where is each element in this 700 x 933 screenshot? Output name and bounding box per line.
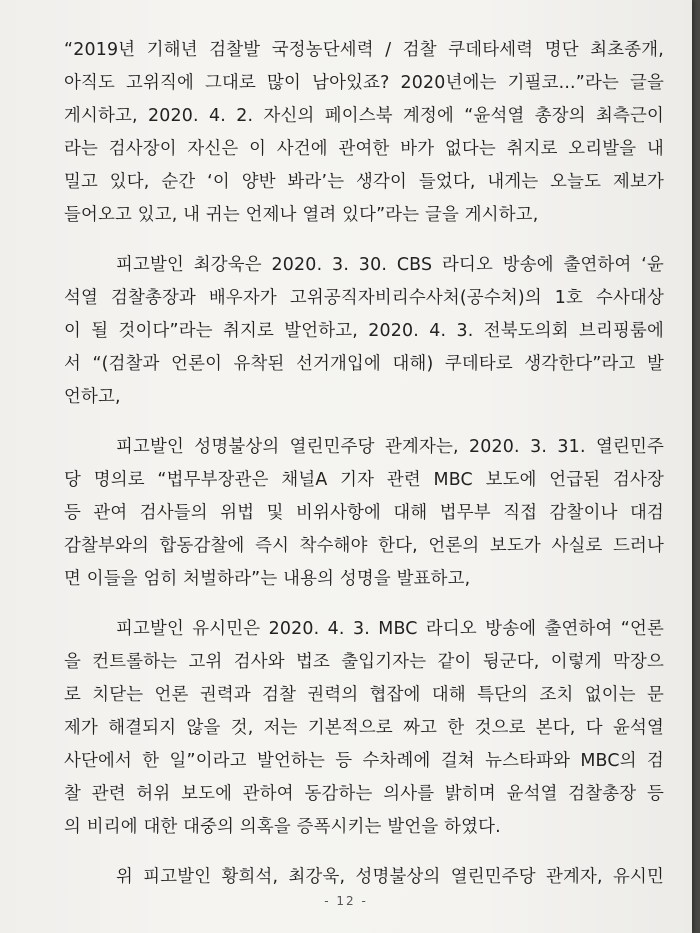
- text-line: 사단에서 한 일”이라고 발언하는 등 수차례에 걸쳐 뉴스타파와 MBC의 검: [64, 751, 664, 771]
- text-line: 아직도 고위직에 그대로 많이 남아있죠? 2020년에는 기필코...”라는 글을: [64, 73, 664, 93]
- text-line: 제가 해결되지 않을 것, 저는 기본적으로 짜고 한 것으로 본다, 다 윤석열: [64, 718, 664, 738]
- text-line: 피고발인 유시민은 2020. 4. 3. MBC 라디오 방송에 출연하여 “언론: [116, 619, 664, 639]
- text-line: 당 명의로 “법무부장관은 채널A 기자 관련 MBC 보도에 언급된 검사장: [64, 470, 664, 490]
- text-line: 등 관여 검사들의 위법 및 비위사항에 대해 법무부 직접 감찰이나 대검: [64, 503, 664, 523]
- text-line: 게시하고, 2020. 4. 2. 자신의 페이스북 계정에 “윤석열 총장의 최측근이: [64, 106, 664, 126]
- text-line: 들어오고 있고, 내 귀는 언제나 열려 있다”라는 글을 게시하고,: [64, 205, 539, 225]
- text-line: “2019년 기해년 검찰발 국정농단세력 / 검찰 쿠데타세력 명단 최초종개,: [64, 40, 664, 60]
- text-line: 감찰부와의 합동감찰에 즉시 착수해야 한다, 언론의 보도가 사실로 드러나: [64, 536, 664, 556]
- text-line: 의 비리에 대한 대중의 의혹을 증폭시키는 발언을 하였다.: [64, 817, 501, 837]
- text-line: 로 치닫는 언론 권력과 검찰 권력의 협잡에 대해 특단의 조치 없이는 문: [64, 685, 664, 705]
- text-line: 밀고 있다, 순간 ‘이 양반 봐라’는 생각이 들었다, 내게는 오늘도 제보가: [64, 172, 664, 192]
- text-line: 석열 검찰총장과 배우자가 고위공직자비리수사처(공수처)의 1호 수사대상: [64, 288, 664, 308]
- text-line: 을 컨트롤하는 고위 검사와 법조 출입기자는 같이 뒹군다, 이렇게 막장으: [64, 652, 664, 672]
- text-line: 언하고,: [64, 387, 121, 407]
- text-line: 위 피고발인 황희석, 최강욱, 성명불상의 열린민주당 관계자, 유시민: [116, 867, 664, 887]
- text-line: 피고발인 최강욱은 2020. 3. 30. CBS 라디오 방송에 출연하여 ‘윤: [116, 255, 664, 275]
- page-number: - 12 -: [324, 894, 368, 908]
- text-line: 서 “(검찰과 언론이 유착된 선거개입에 대해) 쿠데타로 생각한다”라고 발: [64, 354, 664, 374]
- text-line: 라는 검사장이 자신은 이 사건에 관여한 바가 없다는 취지로 오리발을 내: [64, 139, 664, 159]
- text-line: 면 이들을 엄히 처벌하라”는 내용의 성명을 발표하고,: [64, 569, 471, 589]
- text-line: 이 될 것이다”라는 취지로 발언하고, 2020. 4. 3. 전북도의회 브리핑룸에: [64, 321, 664, 341]
- text-line: 찰 관련 허위 보도에 관하여 동감하는 의사를 밝히며 윤석열 검찰총장 등: [64, 784, 664, 804]
- text-line: 피고발인 성명불상의 열린민주당 관계자는, 2020. 3. 31. 열린민주: [116, 437, 664, 457]
- document-body: [64, 34, 664, 894]
